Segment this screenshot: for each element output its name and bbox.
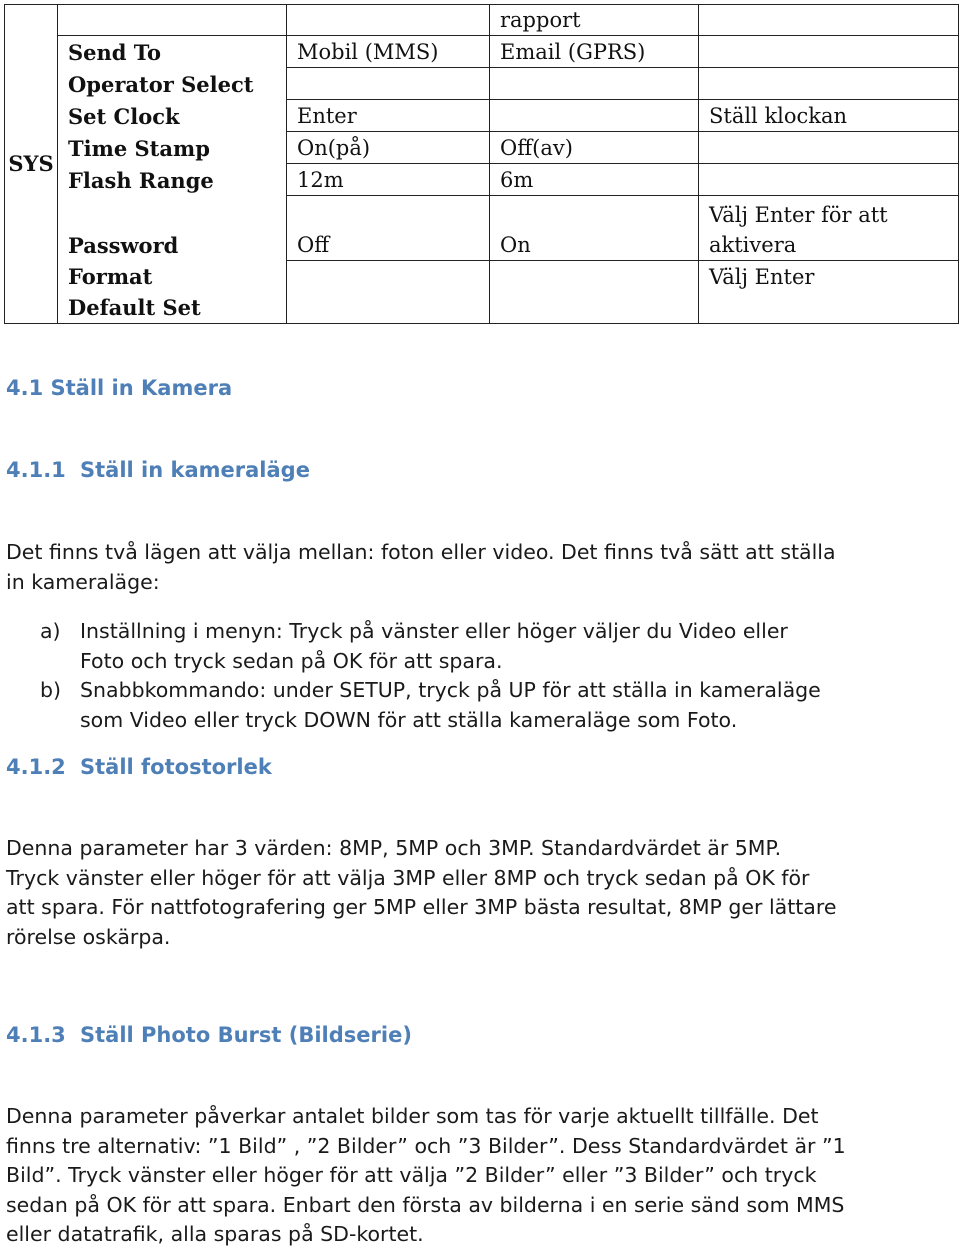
list-marker: b): [40, 678, 62, 702]
camera-mode-list: [40, 617, 900, 735]
heading-title: Ställ fotostorlek: [80, 755, 272, 779]
text-line: Det finns två lägen att välja mellan: foton eller video. Det finns två sätt att ställa: [6, 540, 836, 564]
note: [699, 5, 959, 36]
option-b: 6m: [490, 164, 699, 196]
section-label: SYS: [5, 5, 58, 324]
text-line: Inställning i menyn: Tryck på vänster eller höger väljer du Video eller: [80, 619, 788, 643]
note: [699, 132, 959, 164]
setting-name: Default Set: [58, 292, 287, 324]
text-line: som Video eller tryck DOWN för att ställa kameraläge som Foto.: [80, 707, 738, 732]
paragraph-camera-mode: [6, 538, 906, 597]
option-b: [490, 261, 699, 293]
option-b: rapport: [490, 5, 699, 36]
note-line: aktivera: [709, 233, 797, 257]
text-line: Bild”. Tryck vänster eller höger för att välja ”2 Bilder” eller ”3 Bilder” och tryck: [6, 1163, 817, 1187]
text-line: att spara. För nattfotografering ger 5MP eller 3MP bästa resultat, 8MP ger lättare: [6, 895, 837, 919]
option-a: 12m: [287, 164, 490, 196]
text-line: Tryck vänster eller höger för att välja 3MP eller 8MP och tryck sedan på OK för: [6, 865, 810, 890]
option-b: [490, 68, 699, 100]
paragraph-photo-size: [6, 834, 906, 952]
note: [699, 196, 959, 261]
option-b: Email (GPRS): [490, 36, 699, 68]
option-a: Mobil (MMS): [287, 36, 490, 68]
section-heading-4-1: 4.1 Ställ in Kamera: [6, 376, 233, 400]
text-line: in kameraläge:: [6, 569, 160, 594]
option-a: On(på): [287, 132, 490, 164]
note: [699, 292, 959, 324]
section-heading-4-1-1: [6, 458, 310, 482]
list-item: [40, 676, 900, 735]
setting-name: Send To: [58, 36, 287, 68]
option-a: [287, 261, 490, 293]
setting-name: Password: [58, 196, 287, 261]
option-b: On: [490, 196, 699, 261]
note: [699, 68, 959, 100]
list-marker: a): [40, 619, 61, 643]
option-a: Off: [287, 196, 490, 261]
text-line: rörelse oskärpa.: [6, 924, 171, 949]
settings-table: [4, 4, 959, 324]
setting-name: Operator Select: [58, 68, 287, 100]
option-a: [287, 292, 490, 324]
heading-number: 4.1.2: [6, 755, 66, 779]
note: Ställ klockan: [699, 100, 959, 132]
heading-number: 4.1.3: [6, 1023, 66, 1047]
option-b: Off(av): [490, 132, 699, 164]
text-line: finns tre alternativ: ”1 Bild” , ”2 Bilder” och ”3 Bilder”. Dess Standardvärdet är ”1: [6, 1133, 846, 1158]
text-line: Snabbkommando: under SETUP, tryck på UP för att ställa in kameraläge: [80, 678, 821, 702]
heading-number: 4.1.1: [6, 458, 66, 482]
text-line: Denna parameter har 3 värden: 8MP, 5MP och 3MP. Standardvärdet är 5MP.: [6, 836, 782, 860]
option-a: [287, 5, 490, 36]
list-item: [40, 617, 900, 676]
setting-name: Time Stamp: [58, 132, 287, 164]
note-line: Välj Enter för att: [709, 203, 888, 227]
text-line: Foto och tryck sedan på OK för att spara.: [80, 648, 503, 673]
text-line: eller datatrafik, alla sparas på SD-kortet.: [6, 1222, 424, 1246]
text-line: Denna parameter påverkar antalet bilder som tas för varje aktuellt tillfälle. Det: [6, 1104, 819, 1128]
option-b: [490, 100, 699, 132]
setting-name: Format: [58, 261, 287, 293]
note: [699, 36, 959, 68]
text-line: sedan på OK för att spara. Enbart den första av bilderna i en serie sänd som MMS: [6, 1192, 845, 1217]
note: Välj Enter: [699, 261, 959, 293]
heading-title: Ställ Photo Burst (Bildserie): [80, 1023, 412, 1047]
setting-name: Flash Range: [58, 164, 287, 196]
note: [699, 164, 959, 196]
heading-title: Ställ in kameraläge: [80, 458, 310, 482]
section-heading-4-1-3: [6, 1023, 412, 1047]
setting-name: Set Clock: [58, 100, 287, 132]
option-b: [490, 292, 699, 324]
option-a: Enter: [287, 100, 490, 132]
paragraph-photo-burst: [6, 1102, 906, 1250]
option-a: [287, 68, 490, 100]
section-heading-4-1-2: [6, 755, 272, 779]
setting-name: [58, 5, 287, 36]
